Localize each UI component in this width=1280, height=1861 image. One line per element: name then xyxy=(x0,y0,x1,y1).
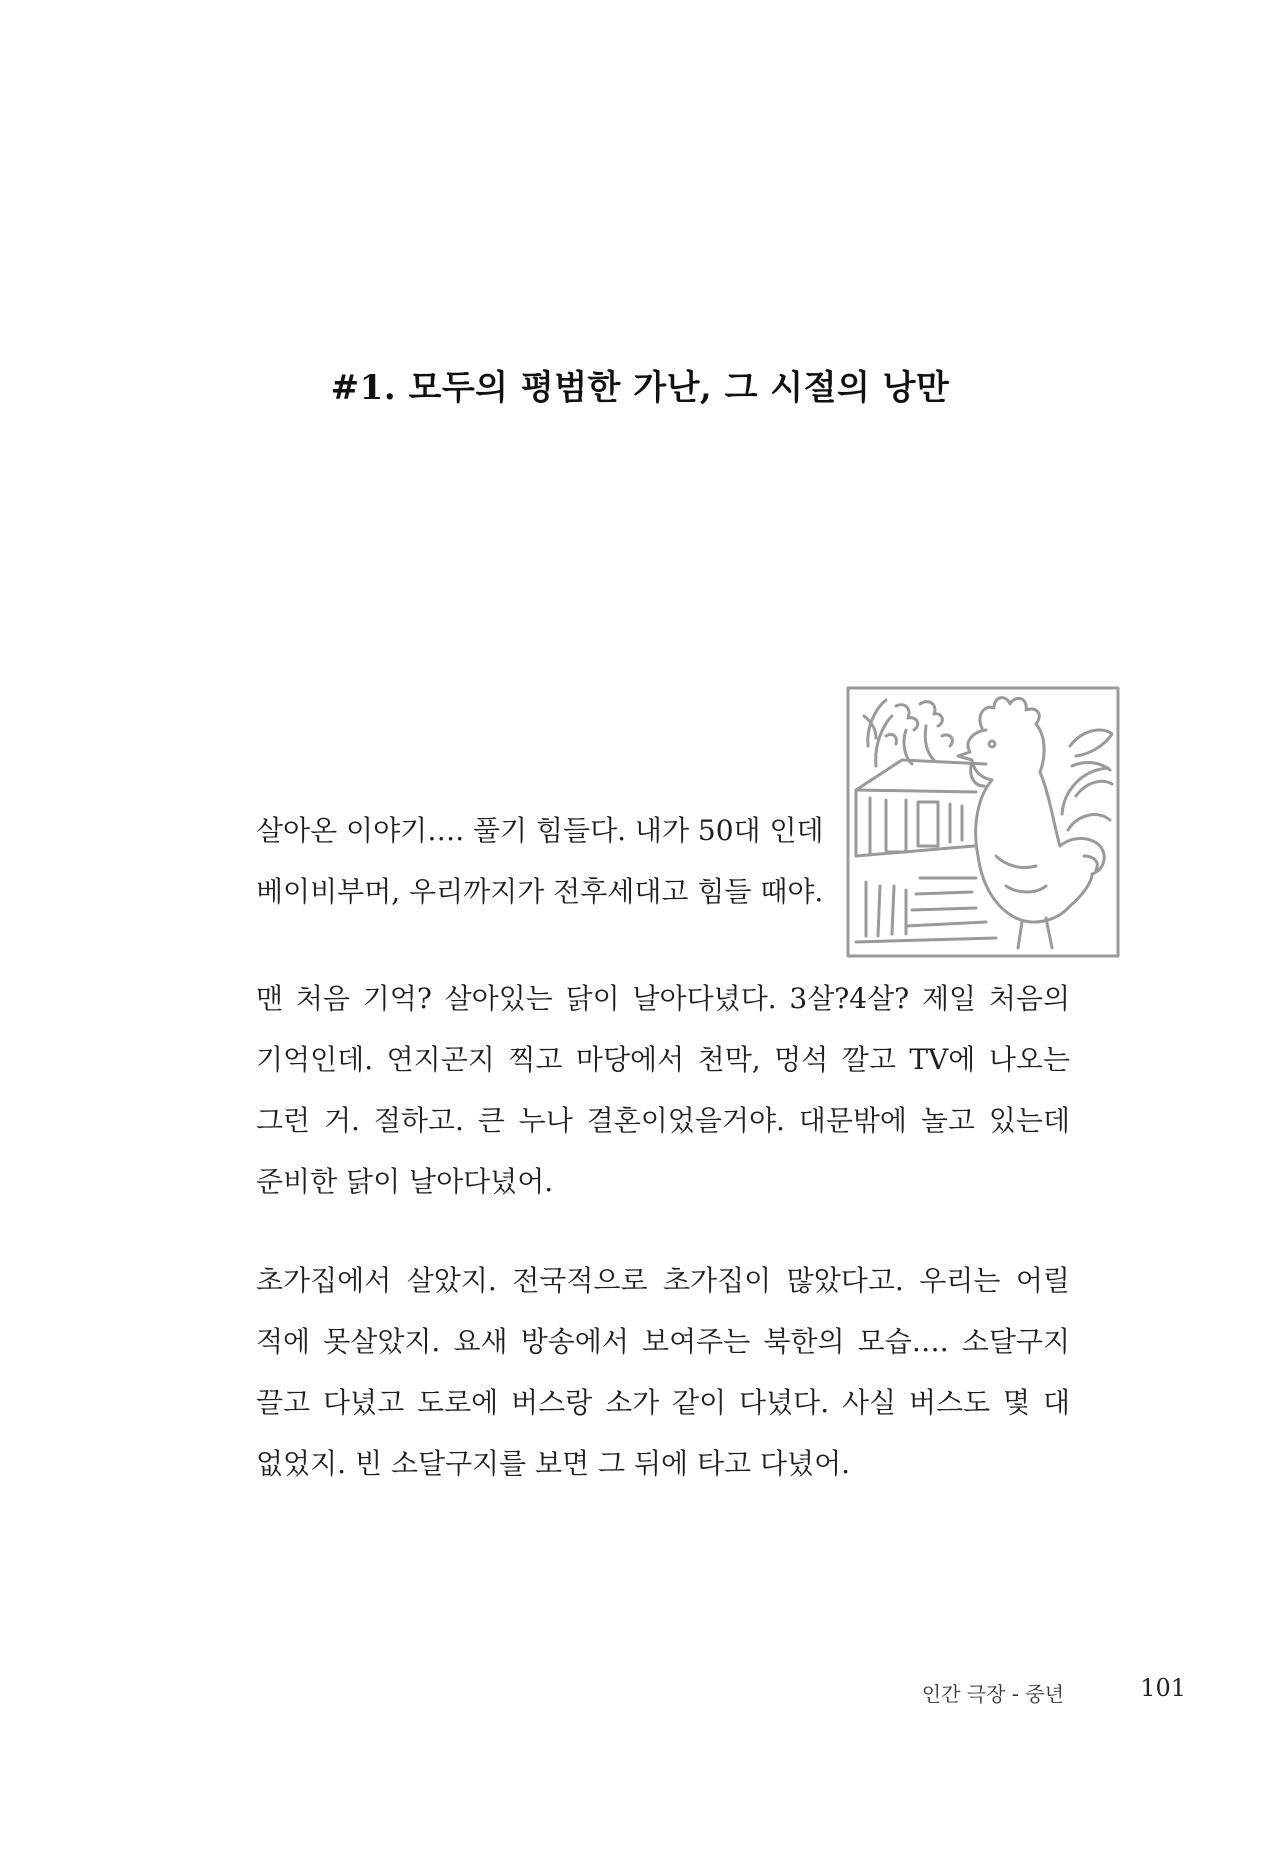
paragraph-line: 맨 처음 기억? 살아있는 닭이 날아다녔다. 3살?4살? 제일 처음의 xyxy=(256,982,1070,1015)
paragraph-thatched-house xyxy=(256,1250,1070,1494)
paragraph-intro xyxy=(256,800,824,922)
paragraph-line: 끌고 다녔고 도로에 버스랑 소가 같이 다녔다. 사실 버스도 몇 대 xyxy=(256,1386,1070,1419)
paragraph-line: 없었지. 빈 소달구지를 보면 그 뒤에 타고 다녔어. xyxy=(256,1447,851,1480)
chapter-title: #1. 모두의 평범한 가난, 그 시절의 낭만 xyxy=(330,368,950,408)
paragraph-line: 준비한 닭이 날아다녔어. xyxy=(256,1165,554,1198)
page-number: 101 xyxy=(1140,1674,1186,1702)
paragraph-line: 그런 거. 절하고. 큰 누나 결혼이었을거야. 대문밖에 놀고 있는데 xyxy=(256,1104,1070,1137)
running-footer-title: 인간 극장 - 중년 xyxy=(921,1682,1064,1706)
paragraph-line: 초가집에서 살았지. 전국적으로 초가집이 많았다고. 우리는 어릴 xyxy=(256,1264,1070,1297)
paragraph-line: 적에 못살았지. 요새 방송에서 보여주는 북한의 모습…. 소달구지 xyxy=(256,1325,1070,1358)
paragraph-first-memory xyxy=(256,968,1070,1212)
paragraph-line: 베이비부머, 우리까지가 전후세대고 힘들 때야. xyxy=(256,875,824,908)
paragraph-line: 기억인데. 연지곤지 찍고 마당에서 천막, 멍석 깔고 TV에 나오는 xyxy=(256,1043,1070,1076)
paragraph-line: 살아온 이야기…. 풀기 힘들다. 내가 50대 인데 xyxy=(256,814,824,847)
rooster-house-illustration-icon xyxy=(846,686,1120,958)
